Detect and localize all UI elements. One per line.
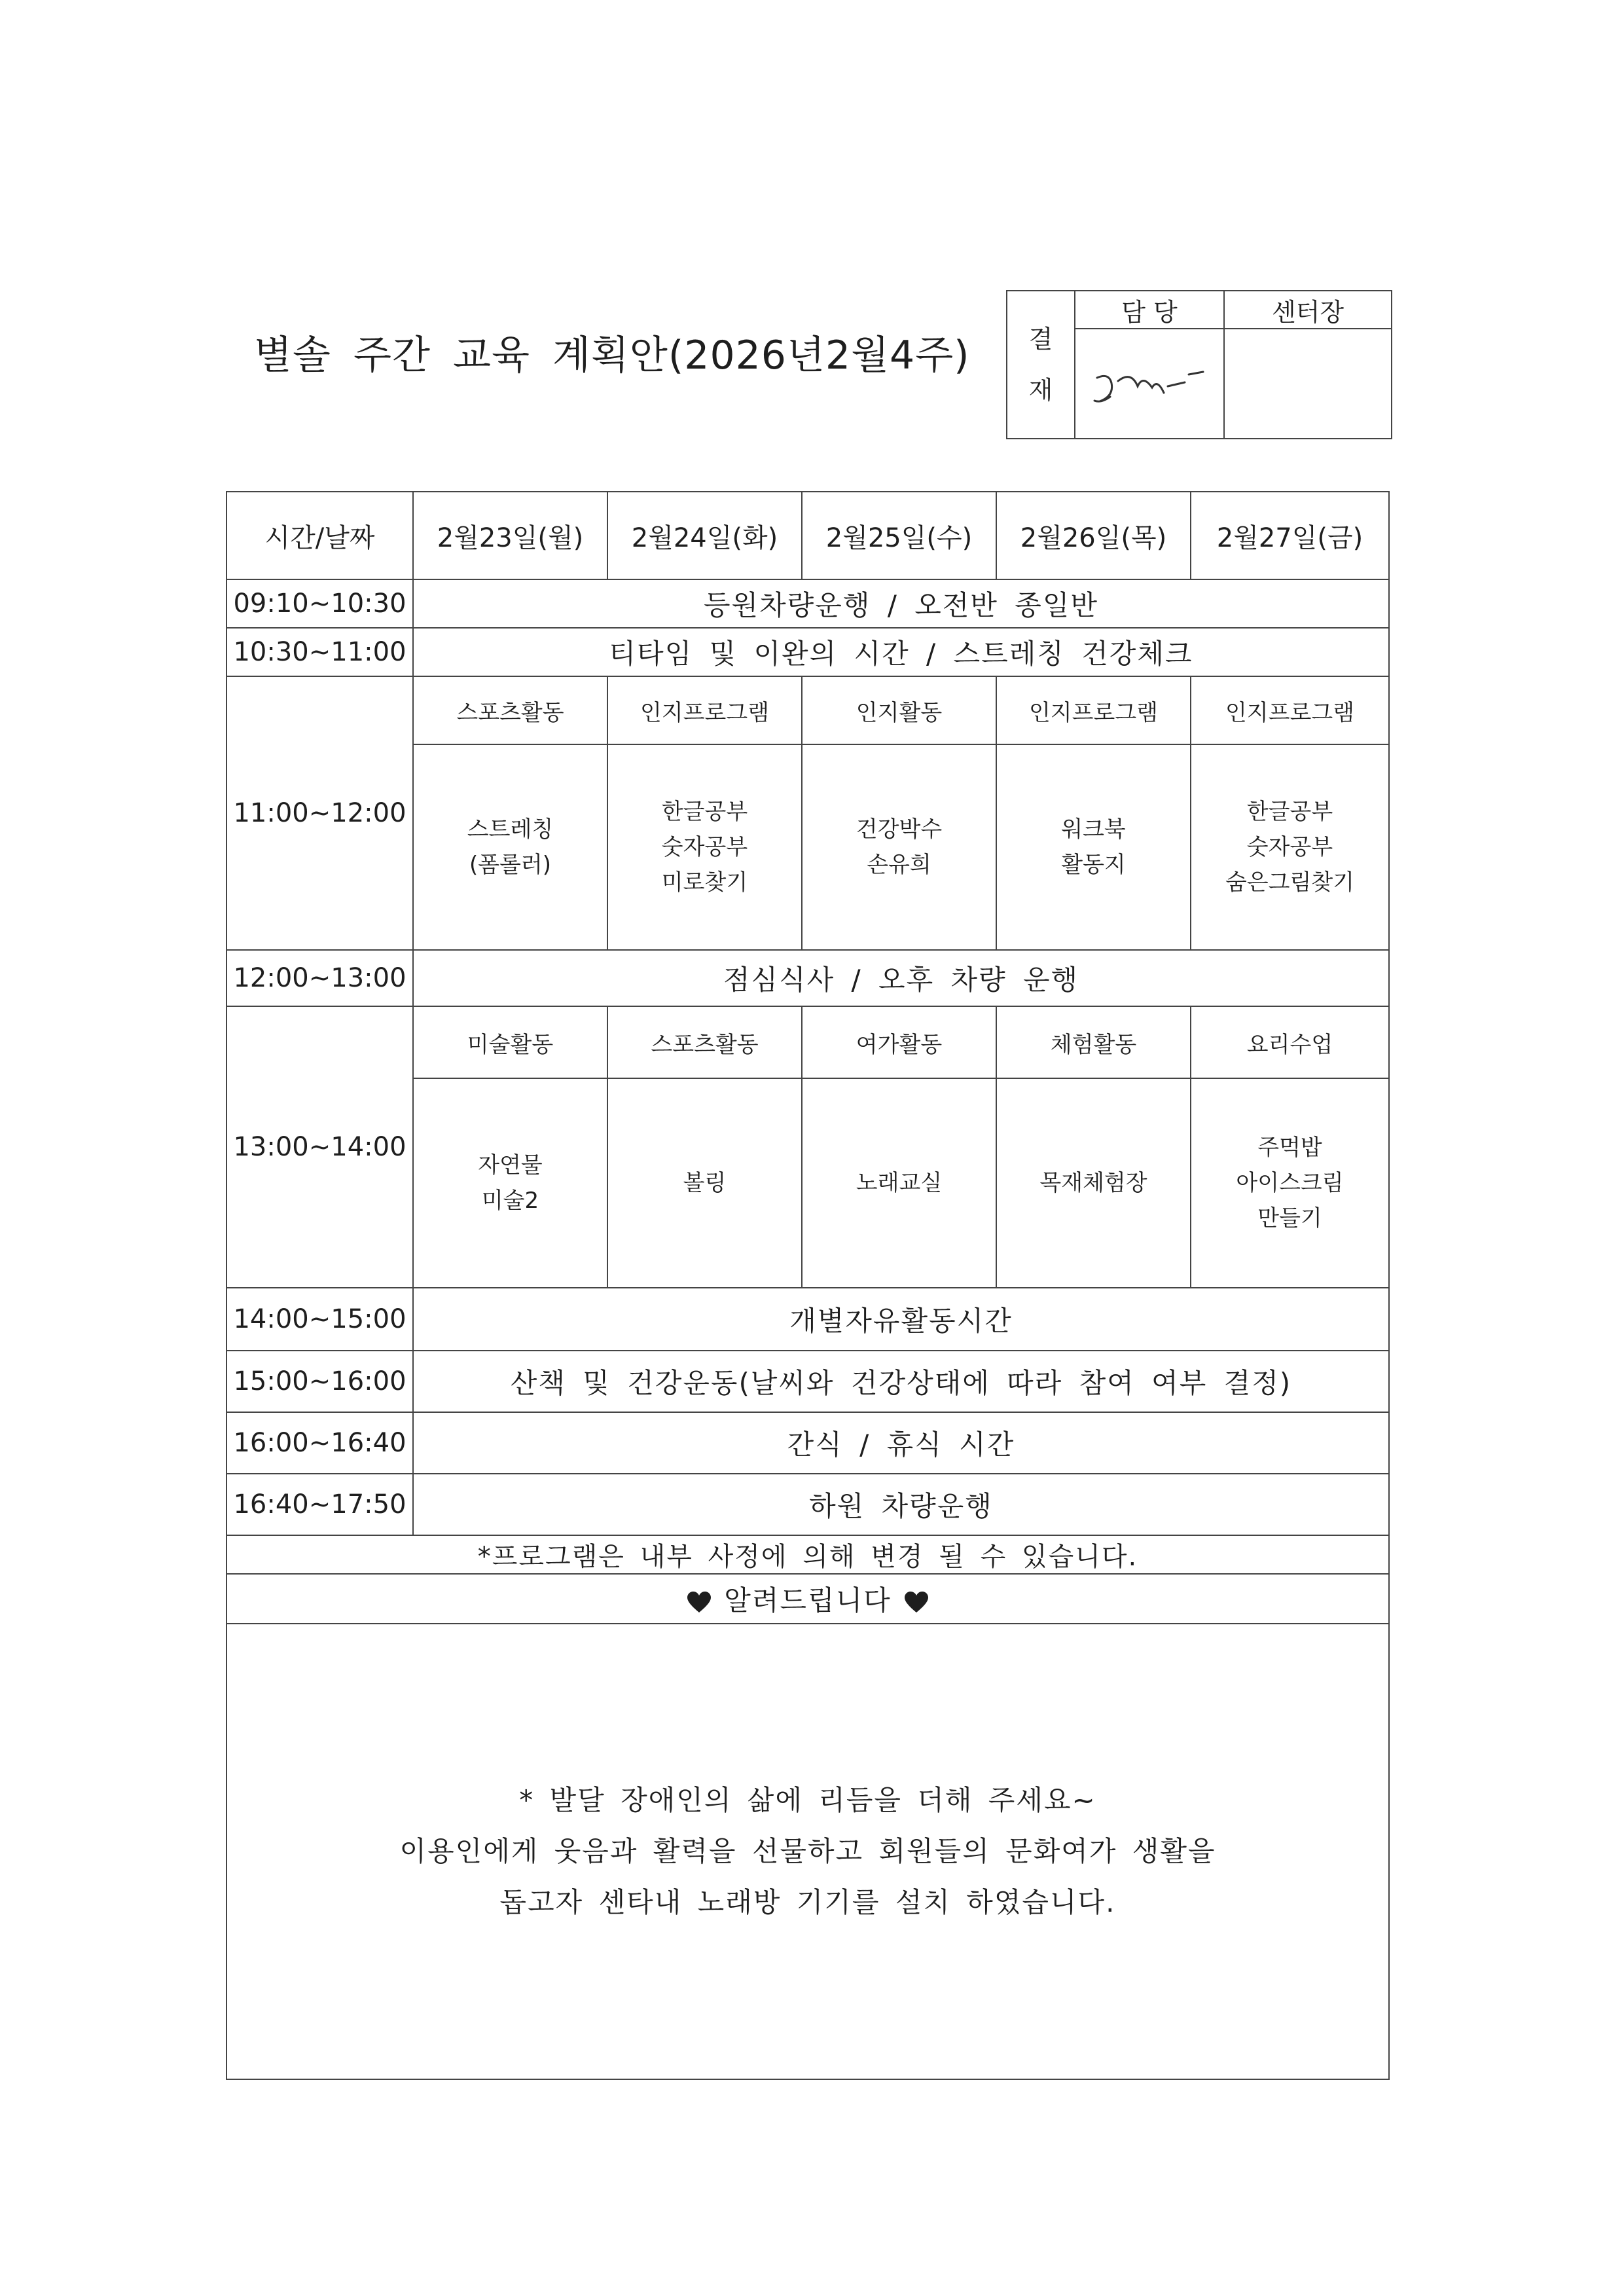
heart-icon [905, 1592, 928, 1614]
activity-line: 활동지 [1061, 852, 1126, 878]
activity-cell [413, 744, 607, 950]
activity-line: 아이스크림 [1236, 1170, 1344, 1196]
schedule-row [226, 1288, 1389, 1351]
time-cell: 10:30~11:00 [226, 628, 413, 676]
category-row [226, 676, 1389, 744]
approval-label-top: 결 [1028, 325, 1053, 354]
activity-line: 목재체험장 [1039, 1170, 1147, 1196]
activity-cell [802, 744, 996, 950]
signature-mark [1084, 348, 1215, 414]
activity-cell [607, 744, 802, 950]
schedule-table [226, 491, 1390, 2080]
schedule-row [226, 1474, 1389, 1535]
time-cell: 14:00~15:00 [226, 1288, 413, 1351]
director-signature [1224, 329, 1392, 439]
approval-manager-header: 담 당 [1075, 291, 1224, 329]
activity-span: 등원차량운행 / 오전반 종일반 [413, 579, 1389, 628]
activity-span: 하원 차량운행 [413, 1474, 1389, 1535]
time-cell: 16:00~16:40 [226, 1412, 413, 1474]
activity-cell [802, 1078, 996, 1288]
day-header: 2월25일(수) [802, 492, 996, 579]
day-header: 2월23일(월) [413, 492, 607, 579]
activity-span: 산책 및 건강운동(날씨와 건강상태에 따라 참여 여부 결정) [413, 1351, 1389, 1412]
approval-label-bottom: 재 [1028, 376, 1053, 405]
message-line: 이용인에게 웃음과 활력을 선물하고 회원들의 문화여가 생활을 [399, 1835, 1216, 1867]
message-row [226, 1624, 1389, 2079]
announce-header-row [226, 1574, 1389, 1624]
activity-line: 숫자공부 [1246, 834, 1333, 860]
schedule-row [226, 628, 1389, 676]
schedule-row [226, 950, 1389, 1006]
activity-span: 개별자유활동시간 [413, 1288, 1389, 1351]
activity-span: 티타임 및 이완의 시간 / 스트레칭 건강체크 [413, 628, 1389, 676]
schedule-row [226, 579, 1389, 628]
day-header: 2월24일(화) [607, 492, 802, 579]
activity-line: 손유희 [867, 852, 931, 878]
time-cell: 13:00~14:00 [226, 1006, 413, 1288]
category-cell: 스포츠활동 [413, 676, 607, 744]
activity-cell [413, 1078, 607, 1288]
activity-line: 주먹밥 [1257, 1135, 1322, 1161]
category-cell: 인지프로그램 [1191, 676, 1389, 744]
schedule-row [226, 1351, 1389, 1412]
activity-cell [996, 744, 1191, 950]
category-cell: 스포츠활동 [607, 1006, 802, 1078]
approval-box [1006, 290, 1392, 439]
activity-cell [1191, 1078, 1389, 1288]
message-line: 돕고자 센타내 노래방 기기를 설치 하였습니다. [499, 1886, 1116, 1918]
announce-title-cell [226, 1574, 1389, 1624]
page-title: 별솔 주간 교육 계획안(2026년2월4주) [254, 333, 970, 378]
activity-line: 스트레칭 [467, 816, 554, 843]
activity-line: 볼링 [683, 1170, 727, 1196]
activity-span: 간식 / 휴식 시간 [413, 1412, 1389, 1474]
activity-line: 한글공부 [661, 799, 748, 825]
activity-line: 숨은그림찾기 [1225, 869, 1355, 896]
category-cell: 여가활동 [802, 1006, 996, 1078]
change-notice: *프로그램은 내부 사정에 의해 변경 될 수 있습니다. [226, 1535, 1389, 1574]
time-column-header: 시간/날짜 [226, 492, 413, 579]
category-cell: 인지프로그램 [607, 676, 802, 744]
category-row [226, 1006, 1389, 1078]
message-line: * 발달 장애인의 삶에 리듬을 더해 주세요~ [519, 1784, 1096, 1816]
category-cell: 인지활동 [802, 676, 996, 744]
activity-line: (폼롤러) [469, 852, 552, 878]
header-row [226, 492, 1389, 579]
manager-signature [1075, 329, 1224, 439]
notice-row [226, 1535, 1389, 1574]
approval-label [1007, 291, 1075, 439]
activity-cell [607, 1078, 802, 1288]
activity-span: 점심식사 / 오후 차량 운행 [413, 950, 1389, 1006]
category-cell: 체험활동 [996, 1006, 1191, 1078]
announce-message [226, 1624, 1389, 2079]
approval-director-header: 센터장 [1224, 291, 1392, 329]
activity-line: 한글공부 [1246, 799, 1333, 825]
activity-line: 노래교실 [856, 1170, 943, 1196]
activity-line: 건강박수 [856, 816, 943, 843]
schedule-row [226, 1412, 1389, 1474]
activity-line: 워크북 [1061, 816, 1126, 843]
activity-cell [996, 1078, 1191, 1288]
time-cell: 11:00~12:00 [226, 676, 413, 950]
time-cell: 09:10~10:30 [226, 579, 413, 628]
category-cell: 미술활동 [413, 1006, 607, 1078]
heart-icon [687, 1592, 711, 1614]
activity-line: 숫자공부 [661, 834, 748, 860]
category-cell: 요리수업 [1191, 1006, 1389, 1078]
day-header: 2월26일(목) [996, 492, 1191, 579]
time-cell: 16:40~17:50 [226, 1474, 413, 1535]
activity-cell [1191, 744, 1389, 950]
category-cell: 인지프로그램 [996, 676, 1191, 744]
time-cell: 12:00~13:00 [226, 950, 413, 1006]
activity-line: 미술2 [481, 1188, 539, 1214]
day-header: 2월27일(금) [1191, 492, 1389, 579]
activity-line: 자연물 [478, 1152, 543, 1178]
announce-title: 알려드립니다 [724, 1584, 892, 1616]
activity-line: 만들기 [1257, 1205, 1322, 1231]
activity-line: 미로찾기 [661, 869, 748, 896]
time-cell: 15:00~16:00 [226, 1351, 413, 1412]
